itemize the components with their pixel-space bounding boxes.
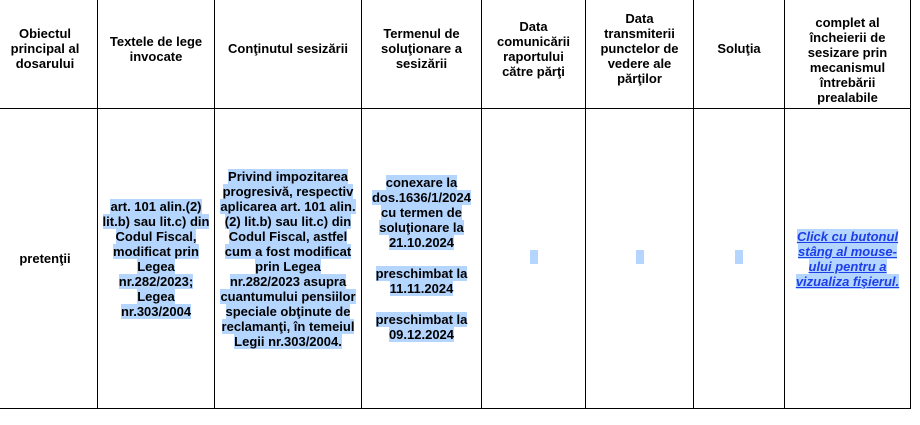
header-termenul: Termenul de soluţionare a sesizării: [362, 0, 482, 109]
header-complet-incheiere: complet al încheierii de sesizare prin mecanismul întrebării prealabile: [785, 0, 911, 109]
header-row: [0, 0, 911, 109]
cell-data-transmiterii: [586, 109, 694, 409]
selection-mark: [735, 250, 743, 264]
cell-solutia: [694, 109, 785, 409]
cell-data-comunicarii: [482, 109, 586, 409]
table-row: [0, 109, 911, 409]
laws-text: art. 101 alin.(2) lit.b) sau lit.c) din Codul Fiscal, modificat prin Legea nr.282/2023; Legea nr.303/2004: [102, 198, 210, 319]
term-line-2: preschimbat la 11.11.2024: [375, 266, 468, 296]
object-text: pretenţii: [19, 251, 71, 266]
cell-term: [362, 109, 482, 409]
header-obiectul: Obiectul principal al dosarului: [0, 0, 98, 109]
term-line-3: preschimbat la 09.12.2024: [375, 312, 468, 342]
cell-file-link: [785, 109, 911, 409]
selection-mark: [530, 250, 538, 264]
header-data-comunicarii: Data comunicării raportului către părţi: [482, 0, 586, 109]
cell-laws: [98, 109, 215, 409]
selection-mark: [636, 250, 644, 264]
cell-content: [215, 109, 362, 409]
header-solutia: Soluţia: [694, 0, 785, 109]
view-file-link[interactable]: Click cu butonul stâng al mouse-ului pentru a vizualiza fişierul.: [795, 228, 900, 289]
header-textele-de-lege: Textele de lege invocate: [98, 0, 215, 109]
term-line-1: conexare la dos.1636/1/2024 cu termen de soluţionare la 21.10.2024: [371, 175, 472, 250]
content-text: Privind impozitarea progresivă, respectiv aplicarea art. 101 alin.(2) lit.b) sau lit.c) din Codul Fiscal, astfel cum a fost modificat prin Legea nr.282/2023 asupra cuantumului pensiilor speciale obţinute de reclamanţi, în temeiul Legii nr.303/2004.: [220, 168, 356, 349]
header-continutul-sesizarii: Conţinutul sesizării: [215, 0, 362, 109]
cell-obiectul: [0, 109, 98, 409]
header-data-transmiterii: Data transmiterii punctelor de vedere ale părţilor: [586, 0, 694, 109]
